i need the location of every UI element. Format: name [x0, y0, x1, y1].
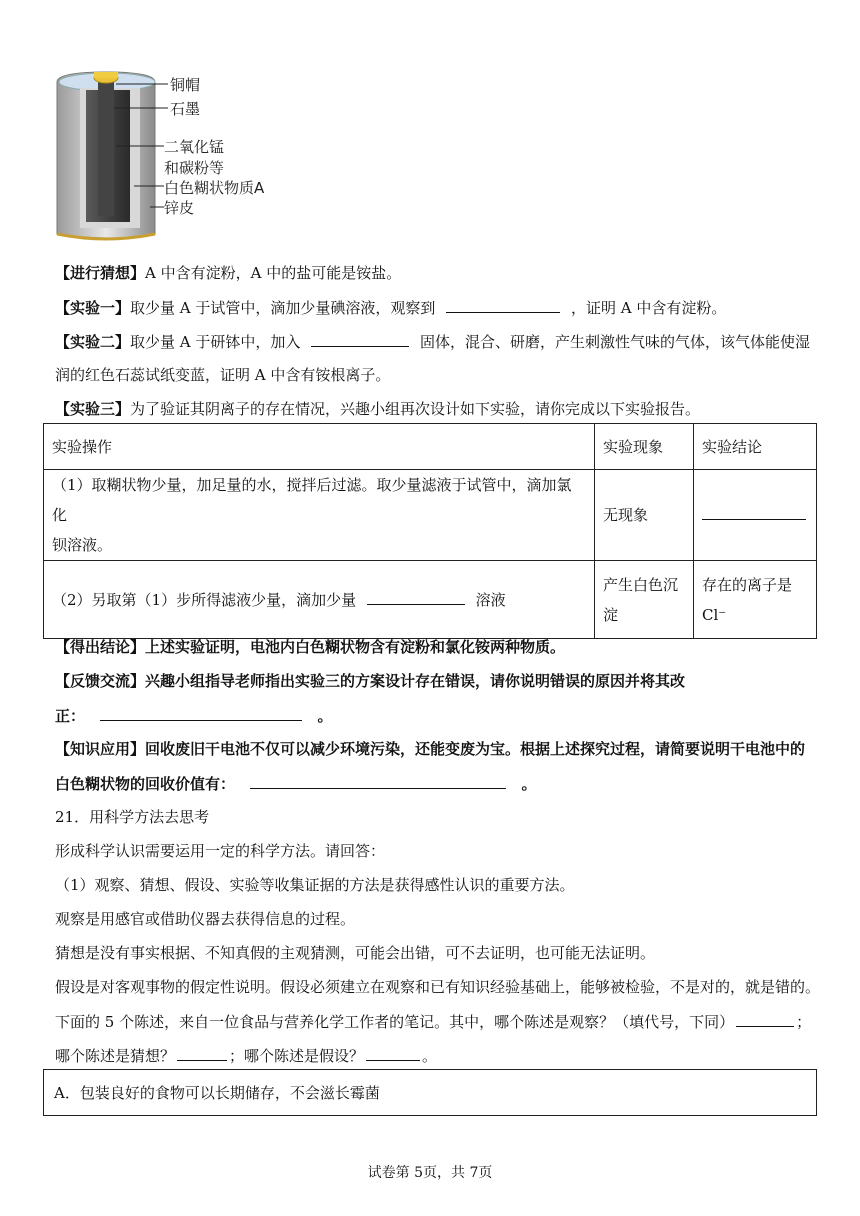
- exp1-text-a: 取少量 A 于试管中，滴加少量碘溶液，观察到: [130, 299, 436, 317]
- figure-label-paste-a: 白色糊状物质A: [164, 179, 265, 197]
- row2-concl-line1: 存在的离子是: [702, 575, 793, 594]
- application-tag: 【知识应用】: [55, 740, 146, 758]
- exp2-answer-blank[interactable]: [311, 331, 409, 347]
- row1-conclusion: [694, 470, 817, 561]
- observation-answer-blank[interactable]: [736, 1011, 794, 1027]
- q21-line7: [55, 1045, 437, 1066]
- exp2-text-a: 取少量 A 于研钵中，加入: [130, 333, 301, 351]
- exp1-answer-blank[interactable]: [446, 297, 560, 313]
- row2-operation: [44, 561, 595, 639]
- battery-diagram: [52, 66, 282, 244]
- figure-label-copper-cap: 铜帽: [170, 76, 201, 94]
- feedback-line2-a: 正：: [55, 707, 86, 725]
- q21-line7-b: ；哪个陈述是假设？: [229, 1047, 365, 1065]
- application-text: 回收废旧干电池不仅可以减少环境污染，还能变废为宝。根据上述探究过程，请简要说明干电池中的: [145, 740, 806, 758]
- header-operation: 实验操作: [44, 424, 595, 470]
- figure-label-carbon: 和碳粉等: [164, 159, 225, 177]
- header-conclusion: 实验结论: [694, 424, 817, 470]
- row2-phen-line1: 产生白色沉: [603, 575, 679, 594]
- q21-line3: 观察是用感官或借助仪器去获得信息的过程。: [55, 910, 356, 928]
- feedback-line2: [55, 705, 333, 726]
- feedback-line2-b: 。: [317, 707, 333, 725]
- row2-phen-line2: 淀: [603, 605, 619, 624]
- table-row: [44, 470, 817, 561]
- option-a-text: A．包装良好的食物可以长期储存，不会滋长霉菌: [54, 1084, 380, 1102]
- figure-label-mno2: 二氧化锰: [164, 138, 225, 156]
- q21-line6-a: 下面的 5 个陈述，来自一位食品与营养化学工作者的笔记。其中，哪个陈述是观察？（填代号，下同）: [55, 1013, 735, 1031]
- q21-line5: 假设是对客观事物的假定性说明。假设必须建立在观察和已有知识经验基础上，能够被检验，不是对的，就是错的。: [55, 978, 821, 996]
- application-line2: [55, 773, 537, 794]
- figure-leader-lines: [112, 66, 172, 244]
- exp2-text-c: 润的红色石蕊试纸变蓝，证明 A 中含有铵根离子。: [55, 366, 391, 384]
- conclusion-tag: 【得出结论】: [55, 638, 146, 656]
- exp1-tag: 【实验一】: [55, 299, 131, 317]
- q21-line7-a: 哪个陈述是猜想？: [55, 1047, 176, 1065]
- row2-reagent-blank[interactable]: [367, 589, 465, 605]
- feedback-paragraph: [55, 671, 685, 691]
- hypothesis-answer-blank[interactable]: [366, 1045, 420, 1061]
- exp2-paragraph: [55, 331, 810, 352]
- row1-op-line1: （1）取糊状物少量，加足量的水，搅拌后过滤。取少量滤液于试管中，滴加氯化: [52, 476, 572, 524]
- q21-line6: [55, 1011, 811, 1032]
- exp2-text-b: 固体，混合、研磨，产生刺激性气味的气体，该气体能使湿: [419, 333, 810, 351]
- experiment-report-table: [43, 423, 817, 639]
- q21-line6-b: ；: [796, 1013, 812, 1031]
- header-phenomenon: 实验现象: [595, 424, 694, 470]
- q21-line4: 猜想是没有事实根据、不知真假的主观猜测，可能会出错，可不去证明，也可能无法证明。: [55, 944, 656, 962]
- row2-op-text-b: 溶液: [475, 590, 506, 609]
- q21-line1: 形成科学认识需要运用一定的科学方法。请回答：: [55, 842, 386, 860]
- figure-label-zinc: 锌皮: [164, 199, 195, 217]
- q21-line7-c: 。: [422, 1047, 438, 1065]
- application-answer-blank[interactable]: [250, 773, 506, 789]
- exp1-text-b: ，证明 A 中含有淀粉。: [570, 299, 727, 317]
- guess-paragraph: [55, 263, 401, 283]
- exp3-tag: 【实验三】: [55, 400, 131, 418]
- exp1-paragraph: [55, 297, 726, 318]
- table-row: [44, 561, 817, 639]
- row1-op-line2: 钡溶液。: [52, 536, 113, 554]
- application-paragraph: [55, 739, 805, 759]
- exp3-paragraph: [55, 399, 700, 419]
- exp3-text: 为了验证其阴离子的存在情况，兴趣小组再次设计如下实验，请你完成以下实验报告。: [130, 400, 701, 418]
- option-a-box: [43, 1069, 817, 1116]
- table-header-row: [44, 424, 817, 470]
- row1-phenomenon: 无现象: [595, 470, 694, 561]
- application-line2-b: 。: [521, 775, 537, 793]
- feedback-text: 兴趣小组指导老师指出实验三的方案设计存在错误，请你说明错误的原因并将其改: [145, 672, 686, 690]
- row2-concl-line2: Cl⁻: [702, 605, 727, 624]
- guess-tag: 【进行猜想】: [55, 264, 146, 282]
- row2-op-text-a: （2）另取第（1）步所得滤液少量，滴加少量: [52, 590, 357, 609]
- row1-operation: [44, 470, 595, 561]
- page-footer: 试卷第 5页，共 7页: [367, 1165, 493, 1181]
- feedback-tag: 【反馈交流】: [55, 672, 146, 690]
- row2-phenomenon: [595, 561, 694, 639]
- guess-text: A 中含有淀粉，A 中的盐可能是铵盐。: [145, 264, 402, 282]
- guess-answer-blank[interactable]: [177, 1045, 227, 1061]
- feedback-answer-blank[interactable]: [100, 705, 302, 721]
- q21-title: 21．用科学方法去思考: [55, 808, 210, 826]
- exp2-tag: 【实验二】: [55, 333, 131, 351]
- row2-conclusion: [694, 561, 817, 639]
- conclusion-text: 上述实验证明，电池内白色糊状物含有淀粉和氯化铵两种物质。: [145, 638, 566, 656]
- application-line2-a: 白色糊状物的回收价值有：: [55, 775, 236, 793]
- q21-line2: （1）观察、猜想、假设、实验等收集证据的方法是获得感性认识的重要方法。: [55, 876, 575, 894]
- conclusion-paragraph: [55, 637, 565, 657]
- figure-label-graphite: 石墨: [170, 100, 201, 118]
- row1-conclusion-blank[interactable]: [702, 504, 806, 520]
